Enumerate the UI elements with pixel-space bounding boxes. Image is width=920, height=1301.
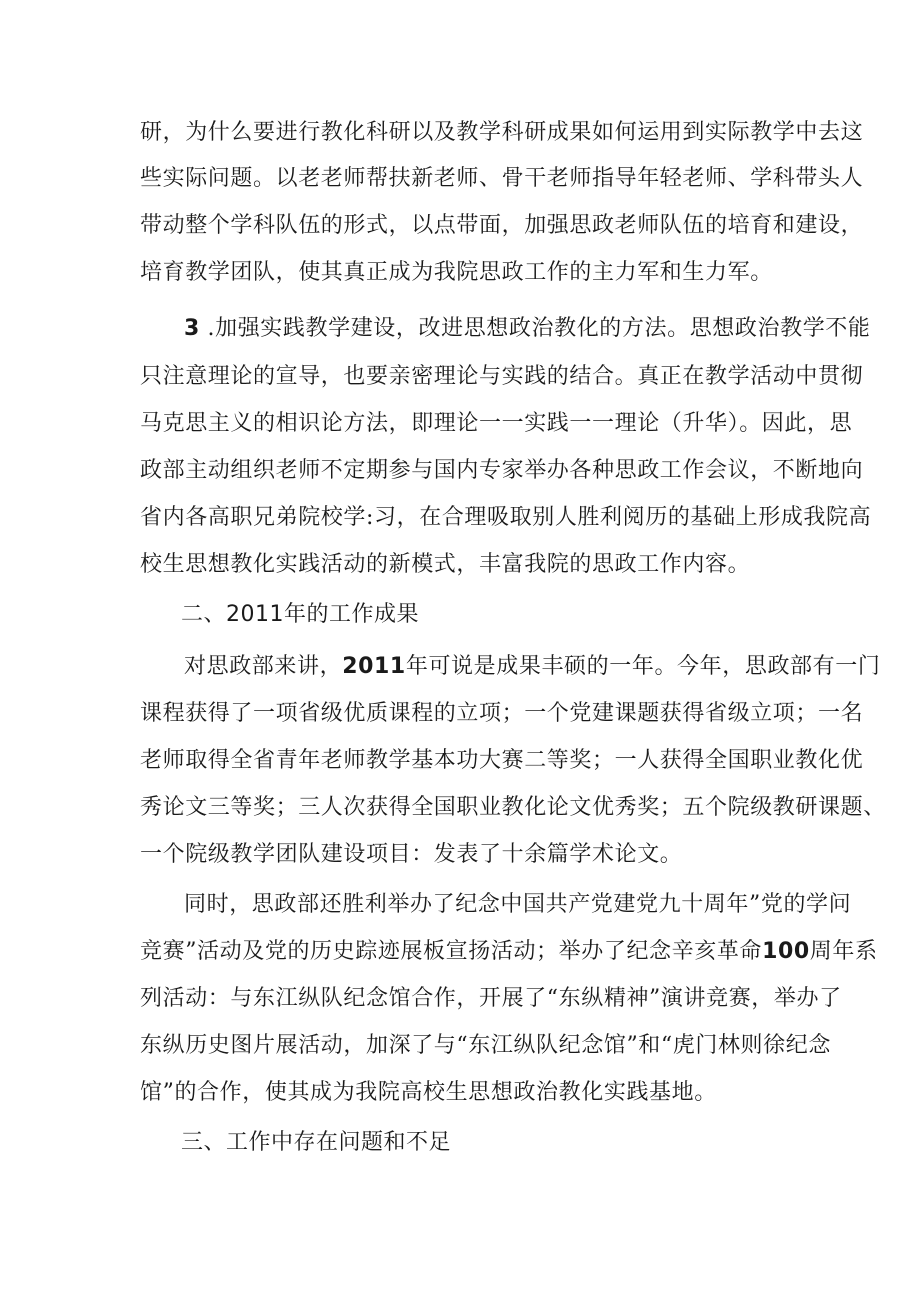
anniversary-number: 100 <box>762 939 810 964</box>
paragraph-line: 一个院级教学团队建设项目：发表了十余篇学术论文。 <box>140 842 683 867</box>
paragraph-line: 省内各高职兄弟院校学:习，在合理吸取别人胜利阅历的基础上形成我院高 <box>140 505 872 530</box>
paragraph-text: 对思政部来讲， <box>184 654 343 679</box>
section-heading: 三、工作中存在问题和不足 <box>181 1130 452 1155</box>
paragraph-line <box>140 937 878 967</box>
paragraph-text: .加强实践教学建设，改进思想政治教化的方法。思想政治教学不能 <box>199 316 871 341</box>
paragraph-line: 课程获得了一项省级优质课程的立项；一个党建课题获得省级立项；一名 <box>140 701 864 726</box>
year-number: 2011 <box>342 654 406 679</box>
paragraph-line: 列活动：与东江纵队纪念馆合作，开展了“东纵精神”演讲竞赛，举办了 <box>140 986 842 1011</box>
paragraph-first-line: 同时，思政部还胜利举办了纪念中国共产党建党九十周年”党的学问 <box>184 892 852 917</box>
paragraph-line: 研，为什么要进行教化科研以及教学科研成果如何运用到实际教学中去这 <box>140 120 864 145</box>
paragraph-line: 马克思主义的相识论方法，即理论一一实践一一理论（升华）。因此，思 <box>140 411 853 436</box>
paragraph-text: 年可说是成果丰硕的一年。今年，思政部有一门 <box>405 654 881 679</box>
paragraph-first-line <box>184 652 880 682</box>
paragraph-line: 东纵历史图片展活动，加深了与“东江纵队纪念馆”和“虎门林则徐纪念 <box>140 1033 831 1058</box>
paragraph-line: 老师取得全省青年老师教学基本功大赛二等奖；一人获得全国职业教化优 <box>140 748 864 773</box>
list-number: 3 <box>184 316 200 341</box>
section-heading: 二、2011年的工作成果 <box>181 602 419 627</box>
paragraph-text: 竞赛”活动及党的历史踪迹展板宣扬活动；举办了纪念辛亥革命 <box>140 939 763 964</box>
paragraph-line: 培育教学团队，使其真正成为我院思政工作的主力军和生力军。 <box>140 260 773 285</box>
paragraph-text: 周年系 <box>809 939 878 964</box>
paragraph-line: 馆”的合作，使其成为我院高校生思想政治教化实践基地。 <box>140 1080 717 1105</box>
paragraph-line: 些实际问题。以老老师帮扶新老师、骨干老师指导年轻老师、学科带头人 <box>140 166 864 191</box>
paragraph-line: 只注意理论的宣导，也要亲密理论与实践的结合。真正在教学活动中贯彻 <box>140 364 864 389</box>
paragraph-line: 秀论文三等奖；三人次获得全国职业教化论文优秀奖；五个院级教研课题、 <box>140 795 886 820</box>
paragraph-line: 带动整个学科队伍的形式，以点带面，加强思政老师队伍的培育和建设， <box>140 213 864 238</box>
paragraph-line: 政部主动组织老师不定期参与国内专家举办各种思政工作会议，不断地向 <box>140 458 864 483</box>
paragraph-first-line <box>184 314 871 344</box>
paragraph-line: 校生思想教化实践活动的新模式，丰富我院的思政工作内容。 <box>140 552 751 577</box>
